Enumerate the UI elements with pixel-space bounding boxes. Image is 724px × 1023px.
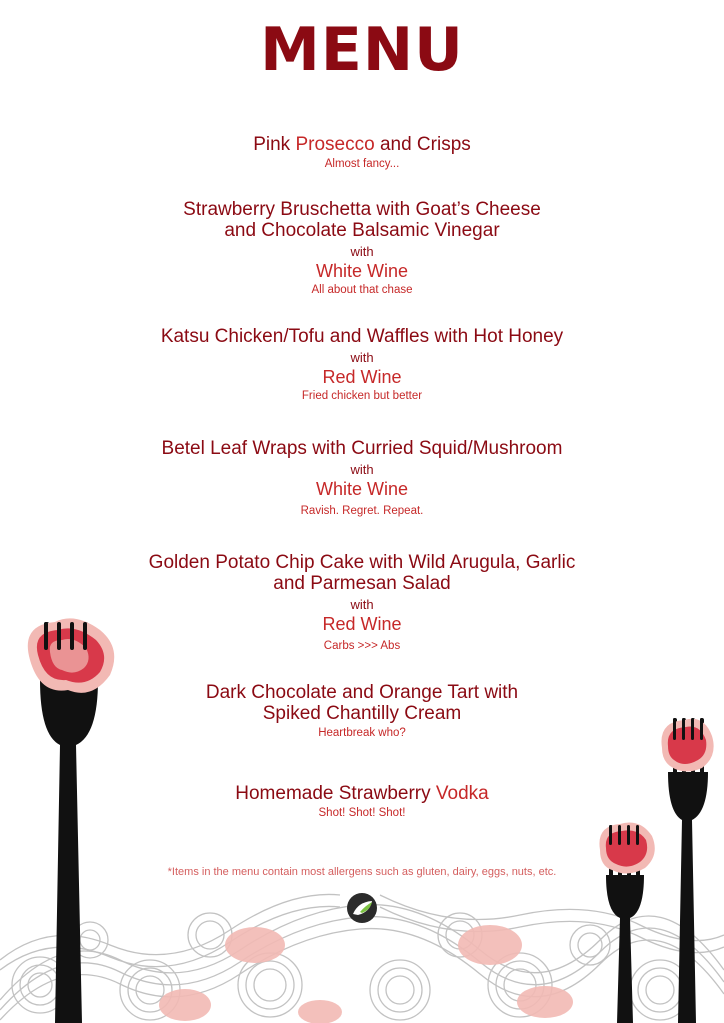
dish-name-line2: Spiked Chantilly Cream xyxy=(262,703,462,724)
wine-pairing: Red Wine xyxy=(322,614,402,634)
leaf-logo-icon xyxy=(346,892,378,924)
course-tagline: Shot! Shot! Shot! xyxy=(318,807,406,819)
course-tagline: Almost fancy... xyxy=(324,158,400,170)
meat-slice-icon xyxy=(159,925,573,1023)
course-tagline: Ravish. Regret. Repeat. xyxy=(300,505,424,517)
dish-name: Betel Leaf Wraps with Curried Squid/Mushroom xyxy=(161,438,563,459)
dish-name xyxy=(60,134,664,155)
pairing-with: with xyxy=(350,597,374,612)
course-betel xyxy=(60,438,664,519)
course-vodka xyxy=(60,783,664,821)
course-tagline: All about that chase xyxy=(311,284,413,296)
course-bruschetta xyxy=(60,199,664,298)
allergen-disclaimer: *Items in the menu contain most allergens such as gluten, dairy, eggs, nuts, etc. xyxy=(167,866,557,878)
course-potato-cake xyxy=(60,552,664,654)
dish-name: Golden Potato Chip Cake with Wild Arugula, Garlic xyxy=(148,552,576,573)
pairing-with: with xyxy=(350,350,374,365)
course-katsu xyxy=(60,326,664,404)
wine-pairing: White Wine xyxy=(315,479,409,499)
drink-highlight: Vodka xyxy=(435,783,489,804)
course-tagline: Fried chicken but better xyxy=(301,390,423,402)
wine-pairing: White Wine xyxy=(315,261,409,281)
dish-name-part: Homemade Strawberry xyxy=(235,783,436,804)
course-tagline: Heartbreak who? xyxy=(318,727,406,739)
page-title: MENU xyxy=(260,15,464,85)
meat-slice-icon xyxy=(661,719,713,772)
wine-pairing: Red Wine xyxy=(322,367,402,387)
dish-name-part: and Crisps xyxy=(374,134,471,155)
pairing-with: with xyxy=(350,462,374,477)
course-prosecco xyxy=(60,134,664,172)
dish-name xyxy=(60,783,664,804)
drink-highlight: Prosecco xyxy=(295,134,375,155)
dish-name: Dark Chocolate and Orange Tart with xyxy=(205,682,519,703)
dish-name-line2: and Chocolate Balsamic Vinegar xyxy=(224,220,500,241)
dish-name-part: Pink xyxy=(253,134,296,155)
dish-name: Katsu Chicken/Tofu and Waffles with Hot Honey xyxy=(160,326,564,347)
course-tagline: Carbs >>> Abs xyxy=(323,640,401,652)
pairing-with: with xyxy=(350,244,374,259)
course-tart xyxy=(60,682,664,741)
dish-name-line2: and Parmesan Salad xyxy=(273,573,451,594)
dish-name: Strawberry Bruschetta with Goat’s Cheese xyxy=(183,199,541,220)
